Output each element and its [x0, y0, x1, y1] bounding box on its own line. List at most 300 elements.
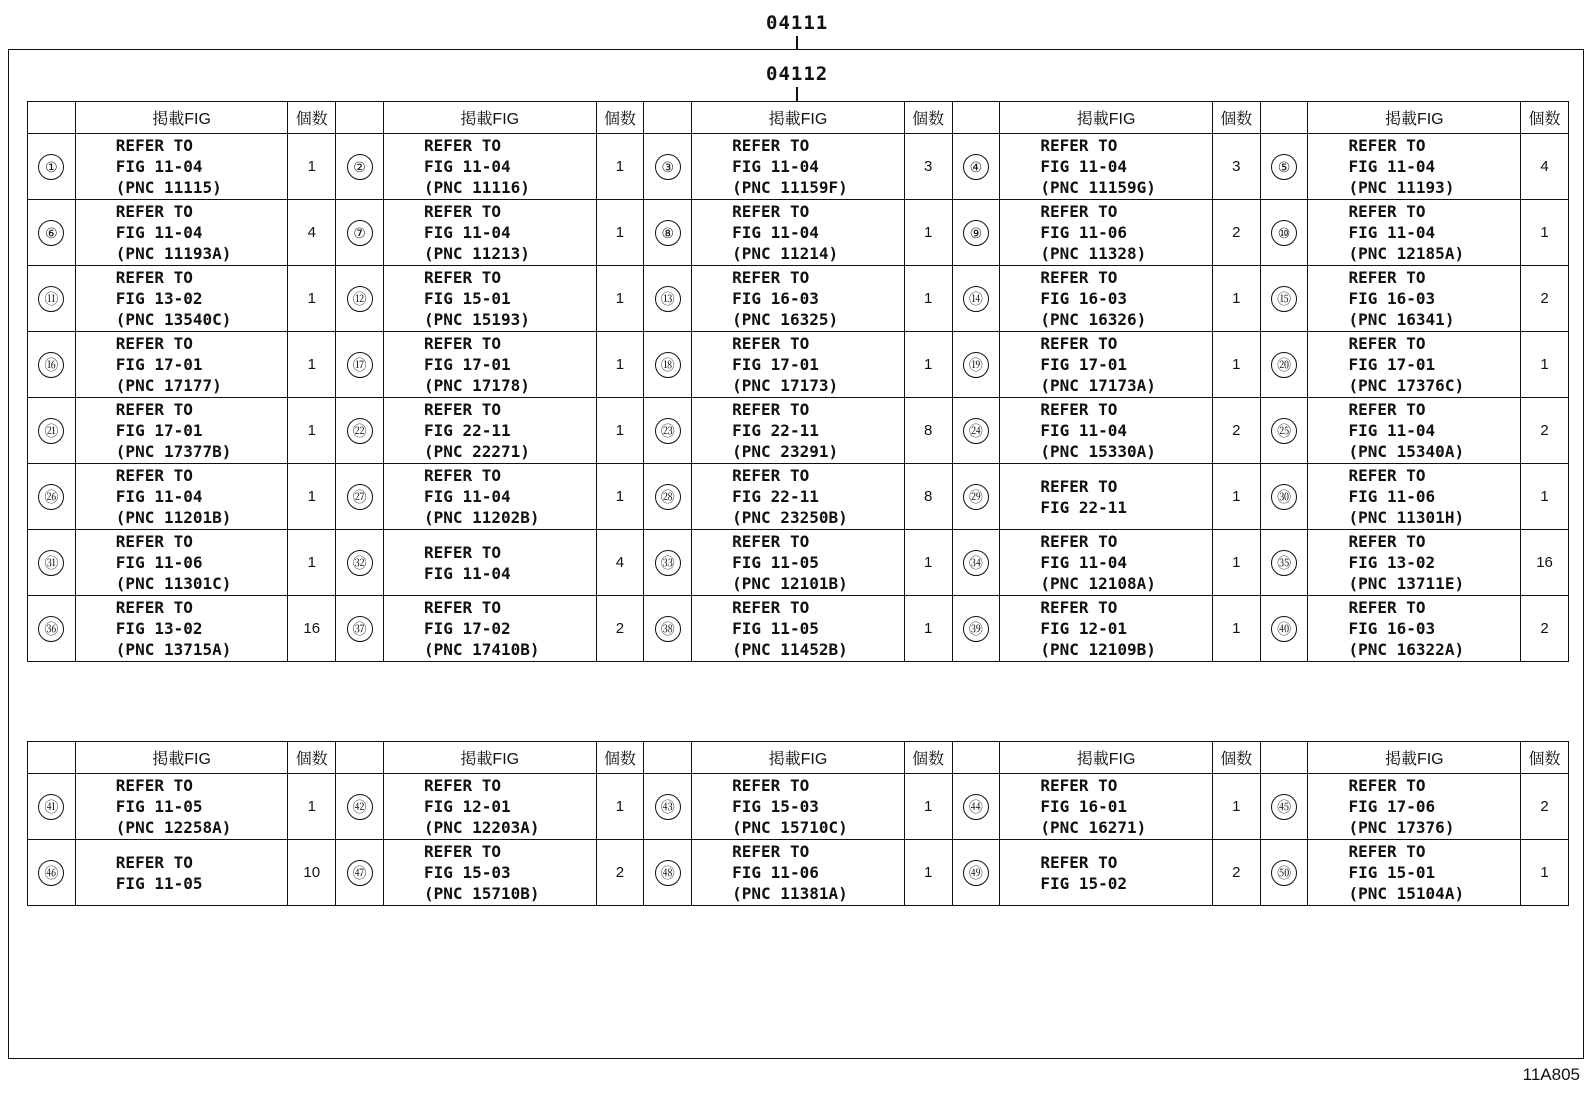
- reference-figure: FIG 11-06: [732, 863, 819, 882]
- reference-cell: [383, 200, 596, 266]
- reference-line: REFER TO: [423, 136, 502, 155]
- reference-cell: [1000, 134, 1213, 200]
- reference-cell: [383, 530, 596, 596]
- reference-figure: FIG 11-04: [1348, 421, 1436, 440]
- reference-figure: FIG 16-03: [1348, 619, 1436, 638]
- item-number: ⑩: [1271, 220, 1297, 246]
- header-qty-cell: 個数: [288, 102, 336, 134]
- reference-cell: [75, 840, 288, 906]
- item-number: ⑪: [38, 286, 64, 312]
- reference-line: REFER TO: [1348, 400, 1426, 419]
- table-row: [28, 464, 1569, 530]
- item-number-cell: [28, 134, 76, 200]
- reference-pnc: (PNC 16325): [732, 310, 839, 329]
- item-number-cell: [28, 266, 76, 332]
- reference-cell: [75, 200, 288, 266]
- item-number-cell: [28, 398, 76, 464]
- reference-line: REFER TO: [115, 202, 193, 221]
- item-number-cell: [336, 774, 384, 840]
- reference-cell: [75, 266, 288, 332]
- header-number-cell: [28, 102, 76, 134]
- header-qty-cell: 個数: [596, 102, 644, 134]
- item-number: ⑥: [38, 220, 64, 246]
- item-number: ㉒: [347, 418, 373, 444]
- item-number-cell: [336, 266, 384, 332]
- reference-line: REFER TO: [1040, 598, 1118, 617]
- table-row: [28, 398, 1569, 464]
- item-number-cell: [28, 200, 76, 266]
- quantity-cell: 1: [1521, 464, 1569, 530]
- item-number: ①: [38, 154, 64, 180]
- reference-pnc: (PNC 12203A): [423, 818, 540, 837]
- reference-line: REFER TO: [1348, 842, 1426, 861]
- reference-line: REFER TO: [1348, 334, 1426, 353]
- item-number-cell: [336, 596, 384, 662]
- reference-cell: [383, 398, 596, 464]
- item-number: ⑱: [655, 352, 681, 378]
- reference-pnc: (PNC 11193A): [115, 244, 232, 263]
- header-number-cell: [336, 742, 384, 774]
- item-number: ②: [347, 154, 373, 180]
- reference-line: REFER TO: [1348, 466, 1426, 485]
- reference-figure: FIG 11-06: [115, 553, 203, 572]
- quantity-cell: 4: [596, 530, 644, 596]
- item-number-cell: [952, 774, 1000, 840]
- reference-line: REFER TO: [1348, 268, 1426, 287]
- item-number-cell: [644, 200, 692, 266]
- item-number: ㊵: [1271, 616, 1297, 642]
- reference-cell: [1000, 596, 1213, 662]
- reference-figure: FIG 11-04: [115, 157, 203, 176]
- item-number: ㉛: [38, 550, 64, 576]
- reference-line: REFER TO: [1040, 334, 1118, 353]
- item-number: ㊿: [1271, 860, 1297, 886]
- quantity-cell: 1: [1212, 596, 1260, 662]
- reference-figure: FIG 11-04: [423, 157, 511, 176]
- reference-pnc: (PNC 11301C): [115, 574, 232, 593]
- reference-figure: FIG 22-11: [732, 487, 819, 506]
- sub-label: 04112: [766, 63, 829, 85]
- reference-figure: FIG 15-03: [423, 863, 511, 882]
- quantity-cell: 16: [1521, 530, 1569, 596]
- reference-cell: [75, 530, 288, 596]
- top-label: 04111: [766, 12, 829, 34]
- item-number-cell: [336, 464, 384, 530]
- header-number-cell: [952, 102, 1000, 134]
- header-qty-cell: 個数: [904, 102, 952, 134]
- reference-figure: FIG 16-03: [732, 289, 819, 308]
- reference-cell: [692, 134, 905, 200]
- reference-figure: FIG 11-05: [732, 619, 819, 638]
- reference-line: REFER TO: [115, 268, 193, 287]
- item-number: ㉚: [1271, 484, 1297, 510]
- item-number: ㊸: [655, 794, 681, 820]
- reference-cell: [1000, 774, 1213, 840]
- reference-figure: FIG 16-03: [1040, 289, 1128, 308]
- reference-pnc: (PNC 13715A): [115, 640, 232, 659]
- reference-line: REFER TO: [115, 852, 193, 872]
- quantity-cell: 1: [1212, 332, 1260, 398]
- reference-cell: [1308, 840, 1521, 906]
- table-row: [28, 134, 1569, 200]
- reference-pnc: (PNC 11202B): [423, 508, 540, 527]
- reference-cell: [1000, 200, 1213, 266]
- reference-figure: FIG 12-01: [1040, 619, 1128, 638]
- quantity-cell: 3: [1212, 134, 1260, 200]
- item-number-cell: [644, 596, 692, 662]
- item-number: ㊺: [1271, 794, 1297, 820]
- quantity-cell: 1: [288, 530, 336, 596]
- item-number: ③: [655, 154, 681, 180]
- reference-cell: [692, 464, 905, 530]
- header-number-cell: [336, 102, 384, 134]
- reference-pnc: (PNC 11214): [732, 244, 839, 263]
- reference-pnc: (PNC 12108A): [1040, 574, 1156, 593]
- reference-line: REFER TO: [732, 776, 810, 795]
- reference-line: REFER TO: [1040, 136, 1118, 155]
- quantity-cell: 1: [596, 464, 644, 530]
- figure-code: 11A805: [1522, 1065, 1580, 1084]
- reference-line: REFER TO: [423, 400, 502, 419]
- item-number-cell: [336, 398, 384, 464]
- table-row: [28, 840, 1569, 906]
- item-number-cell: [28, 596, 76, 662]
- reference-pnc: (PNC 11301H): [1348, 508, 1465, 527]
- item-number: ⑳: [1271, 352, 1297, 378]
- reference-cell: [383, 840, 596, 906]
- reference-line: REFER TO: [732, 202, 810, 221]
- reference-figure: FIG 17-01: [423, 355, 511, 374]
- reference-pnc: (PNC 17377B): [115, 442, 232, 461]
- reference-line: REFER TO: [1040, 400, 1118, 419]
- quantity-cell: 2: [1212, 398, 1260, 464]
- reference-figure: FIG 11-04: [1040, 157, 1128, 176]
- reference-figure: FIG 11-06: [1040, 223, 1128, 242]
- reference-cell: [692, 266, 905, 332]
- reference-cell: [1308, 332, 1521, 398]
- quantity-cell: 1: [1212, 530, 1260, 596]
- reference-pnc: (PNC 11328): [1040, 244, 1147, 263]
- reference-cell: [383, 596, 596, 662]
- header-row: [28, 102, 1569, 134]
- quantity-cell: 1: [288, 774, 336, 840]
- item-number-cell: [28, 840, 76, 906]
- header-number-cell: [952, 742, 1000, 774]
- item-number: ㊻: [38, 860, 64, 886]
- item-number: ⑰: [347, 352, 373, 378]
- reference-line: REFER TO: [1040, 476, 1118, 496]
- item-number-cell: [336, 134, 384, 200]
- reference-line: REFER TO: [423, 466, 502, 485]
- reference-line: REFER TO: [423, 268, 502, 287]
- item-number-cell: [28, 464, 76, 530]
- reference-figure: FIG 17-02: [423, 619, 511, 638]
- item-number-cell: [28, 530, 76, 596]
- reference-pnc: (PNC 11381A): [732, 884, 848, 903]
- reference-pnc: (PNC 23291): [732, 442, 839, 461]
- item-number-cell: [336, 200, 384, 266]
- reference-cell: [1308, 134, 1521, 200]
- reference-figure: FIG 11-04: [423, 563, 511, 583]
- table-row: [28, 200, 1569, 266]
- reference-pnc: (PNC 17376C): [1348, 376, 1465, 395]
- item-number: ㉕: [1271, 418, 1297, 444]
- reference-line: REFER TO: [1348, 136, 1426, 155]
- reference-figure: FIG 17-01: [115, 421, 203, 440]
- reference-cell: [692, 774, 905, 840]
- reference-pnc: (PNC 11201B): [115, 508, 232, 527]
- quantity-cell: 1: [904, 774, 952, 840]
- reference-line: REFER TO: [732, 334, 810, 353]
- reference-figure: FIG 17-01: [732, 355, 819, 374]
- reference-pnc: (PNC 17178): [423, 376, 530, 395]
- header-fig-cell: 掲載FIG: [75, 102, 288, 134]
- reference-figure: FIG 17-01: [115, 355, 203, 374]
- item-number: ㊼: [347, 860, 373, 886]
- quantity-cell: 3: [904, 134, 952, 200]
- reference-cell: [1000, 530, 1213, 596]
- item-number: ㉔: [963, 418, 989, 444]
- item-number: ㉟: [1271, 550, 1297, 576]
- header-qty-cell: 個数: [1521, 742, 1569, 774]
- reference-figure: FIG 15-01: [1348, 863, 1436, 882]
- item-number-cell: [1260, 464, 1308, 530]
- reference-line: REFER TO: [115, 334, 193, 353]
- item-number: ㊽: [655, 860, 681, 886]
- quantity-cell: 2: [1521, 266, 1569, 332]
- reference-cell: [1000, 398, 1213, 464]
- reference-line: REFER TO: [1348, 598, 1426, 617]
- quantity-cell: 1: [288, 398, 336, 464]
- quantity-cell: 1: [596, 774, 644, 840]
- sub-leader-line: [796, 87, 798, 101]
- parts-table-2: [27, 741, 1569, 906]
- reference-line: REFER TO: [732, 598, 810, 617]
- reference-pnc: (PNC 15710B): [423, 884, 540, 903]
- reference-line: REFER TO: [1040, 268, 1118, 287]
- reference-figure: FIG 11-05: [732, 553, 819, 572]
- item-number: ㊶: [38, 794, 64, 820]
- quantity-cell: 1: [1521, 840, 1569, 906]
- item-number-cell: [644, 840, 692, 906]
- reference-figure: FIG 13-02: [1348, 553, 1436, 572]
- quantity-cell: 8: [904, 464, 952, 530]
- reference-cell: [1308, 596, 1521, 662]
- reference-cell: [692, 840, 905, 906]
- item-number-cell: [1260, 332, 1308, 398]
- item-number-cell: [1260, 596, 1308, 662]
- reference-figure: FIG 11-04: [115, 223, 203, 242]
- quantity-cell: 1: [1212, 266, 1260, 332]
- reference-cell: [1308, 774, 1521, 840]
- item-number: ㉞: [963, 550, 989, 576]
- reference-figure: FIG 13-02: [115, 619, 203, 638]
- quantity-cell: 1: [904, 332, 952, 398]
- table-row: [28, 530, 1569, 596]
- table-row: [28, 266, 1569, 332]
- item-number: ⑮: [1271, 286, 1297, 312]
- reference-cell: [1000, 840, 1213, 906]
- item-number: ㉗: [347, 484, 373, 510]
- item-number: ㉖: [38, 484, 64, 510]
- item-number-cell: [28, 774, 76, 840]
- reference-figure: FIG 11-04: [423, 223, 511, 242]
- reference-line: REFER TO: [423, 334, 502, 353]
- quantity-cell: 1: [904, 596, 952, 662]
- item-number-cell: [644, 134, 692, 200]
- item-number: ⑧: [655, 220, 681, 246]
- item-number: ㊳: [655, 616, 681, 642]
- reference-cell: [383, 134, 596, 200]
- reference-figure: FIG 11-04: [732, 223, 819, 242]
- reference-figure: FIG 17-01: [1348, 355, 1436, 374]
- reference-line: REFER TO: [732, 268, 810, 287]
- reference-cell: [692, 200, 905, 266]
- reference-line: REFER TO: [732, 136, 810, 155]
- reference-line: REFER TO: [1348, 202, 1426, 221]
- quantity-cell: 1: [1212, 464, 1260, 530]
- reference-figure: FIG 16-01: [1040, 797, 1128, 816]
- reference-line: REFER TO: [732, 532, 810, 551]
- quantity-cell: 8: [904, 398, 952, 464]
- reference-cell: [692, 530, 905, 596]
- reference-pnc: (PNC 16322A): [1348, 640, 1465, 659]
- item-number: ㉑: [38, 418, 64, 444]
- reference-figure: FIG 11-04: [1348, 157, 1436, 176]
- reference-figure: FIG 17-06: [1348, 797, 1436, 816]
- reference-cell: [75, 464, 288, 530]
- header-qty-cell: 個数: [288, 742, 336, 774]
- header-fig-cell: 掲載FIG: [1308, 742, 1521, 774]
- reference-pnc: (PNC 15193): [423, 310, 530, 329]
- item-number-cell: [952, 840, 1000, 906]
- item-number: ④: [963, 154, 989, 180]
- reference-line: REFER TO: [1040, 776, 1118, 795]
- header-fig-cell: 掲載FIG: [383, 742, 596, 774]
- item-number-cell: [644, 774, 692, 840]
- top-leader-line: [796, 36, 798, 50]
- reference-pnc: (PNC 11159G): [1040, 178, 1156, 197]
- reference-figure: FIG 22-11: [732, 421, 819, 440]
- table-row: [28, 596, 1569, 662]
- reference-line: REFER TO: [732, 842, 810, 861]
- reference-cell: [692, 398, 905, 464]
- item-number: ⑭: [963, 286, 989, 312]
- reference-figure: FIG 11-04: [1348, 223, 1436, 242]
- reference-pnc: (PNC 17173A): [1040, 376, 1156, 395]
- reference-figure: FIG 17-01: [1040, 355, 1128, 374]
- reference-figure: FIG 11-04: [1040, 553, 1128, 572]
- item-number: ⑦: [347, 220, 373, 246]
- reference-pnc: (PNC 15104A): [1348, 884, 1465, 903]
- reference-pnc: (PNC 15710C): [732, 818, 848, 837]
- quantity-cell: 1: [288, 266, 336, 332]
- reference-pnc: (PNC 17173): [732, 376, 839, 395]
- reference-figure: FIG 11-04: [1040, 421, 1128, 440]
- reference-line: REFER TO: [115, 400, 193, 419]
- header-qty-cell: 個数: [1212, 742, 1260, 774]
- reference-pnc: (PNC 13711E): [1348, 574, 1465, 593]
- reference-cell: [1000, 464, 1213, 530]
- item-number-cell: [644, 398, 692, 464]
- reference-cell: [692, 596, 905, 662]
- reference-pnc: (PNC 17376): [1348, 818, 1455, 837]
- reference-cell: [75, 596, 288, 662]
- header-row: [28, 742, 1569, 774]
- reference-cell: [75, 134, 288, 200]
- item-number-cell: [952, 200, 1000, 266]
- reference-line: REFER TO: [423, 842, 502, 861]
- reference-cell: [1000, 332, 1213, 398]
- item-number-cell: [644, 530, 692, 596]
- item-number: ㉙: [963, 484, 989, 510]
- header-fig-cell: 掲載FIG: [383, 102, 596, 134]
- header-fig-cell: 掲載FIG: [692, 102, 905, 134]
- item-number-cell: [644, 464, 692, 530]
- quantity-cell: 4: [288, 200, 336, 266]
- quantity-cell: 10: [288, 840, 336, 906]
- reference-figure: FIG 22-11: [1040, 497, 1128, 517]
- reference-cell: [1308, 398, 1521, 464]
- item-number: ⑫: [347, 286, 373, 312]
- reference-line: REFER TO: [423, 202, 502, 221]
- reference-pnc: (PNC 16271): [1040, 818, 1147, 837]
- reference-figure: FIG 13-02: [115, 289, 203, 308]
- header-fig-cell: 掲載FIG: [1308, 102, 1521, 134]
- item-number-cell: [336, 530, 384, 596]
- reference-cell: [383, 266, 596, 332]
- item-number-cell: [1260, 134, 1308, 200]
- header-qty-cell: 個数: [1212, 102, 1260, 134]
- header-fig-cell: 掲載FIG: [1000, 102, 1213, 134]
- reference-cell: [1308, 530, 1521, 596]
- header-qty-cell: 個数: [904, 742, 952, 774]
- reference-line: REFER TO: [1348, 776, 1426, 795]
- reference-line: REFER TO: [1348, 532, 1426, 551]
- quantity-cell: 2: [596, 596, 644, 662]
- header-number-cell: [644, 742, 692, 774]
- item-number-cell: [952, 464, 1000, 530]
- quantity-cell: 1: [596, 332, 644, 398]
- reference-pnc: (PNC 15340A): [1348, 442, 1465, 461]
- reference-cell: [383, 774, 596, 840]
- reference-pnc: (PNC 12185A): [1348, 244, 1465, 263]
- reference-cell: [75, 332, 288, 398]
- header-fig-cell: 掲載FIG: [1000, 742, 1213, 774]
- quantity-cell: 2: [1521, 596, 1569, 662]
- quantity-cell: 2: [596, 840, 644, 906]
- item-number-cell: [28, 332, 76, 398]
- reference-pnc: (PNC 11115): [115, 178, 222, 197]
- reference-pnc: (PNC 22271): [423, 442, 530, 461]
- item-number-cell: [1260, 774, 1308, 840]
- item-number: ㊹: [963, 794, 989, 820]
- item-number: ㉜: [347, 550, 373, 576]
- item-number: ㉘: [655, 484, 681, 510]
- reference-cell: [75, 774, 288, 840]
- header-qty-cell: 個数: [1521, 102, 1569, 134]
- reference-pnc: (PNC 23250B): [732, 508, 848, 527]
- quantity-cell: 1: [1521, 332, 1569, 398]
- reference-cell: [75, 398, 288, 464]
- reference-pnc: (PNC 12101B): [732, 574, 848, 593]
- item-number: ㊴: [963, 616, 989, 642]
- item-number: ⑤: [1271, 154, 1297, 180]
- quantity-cell: 2: [1521, 398, 1569, 464]
- quantity-cell: 1: [904, 530, 952, 596]
- reference-pnc: (PNC 12109B): [1040, 640, 1156, 659]
- reference-pnc: (PNC 16326): [1040, 310, 1147, 329]
